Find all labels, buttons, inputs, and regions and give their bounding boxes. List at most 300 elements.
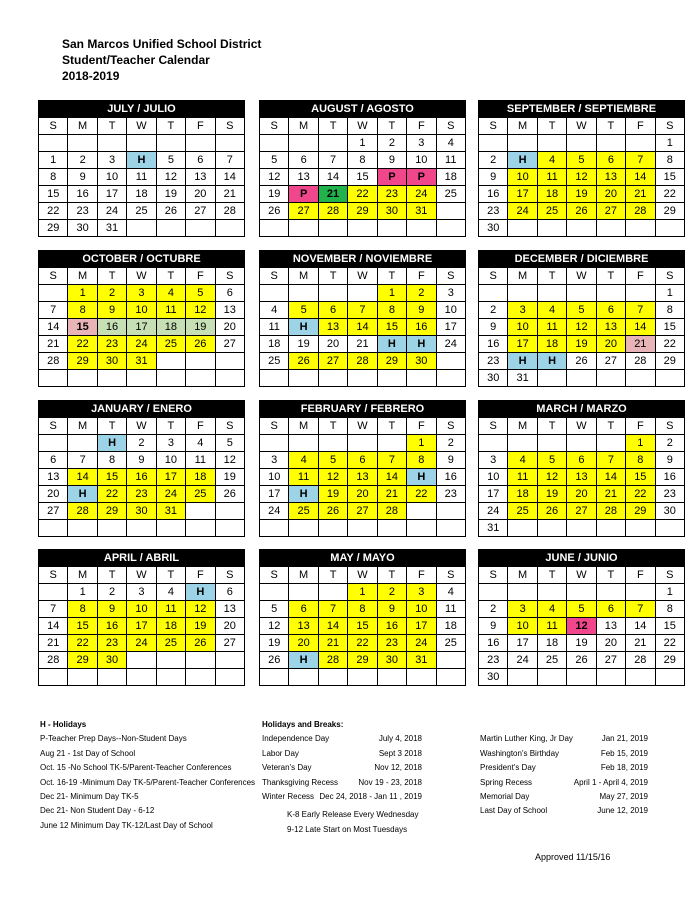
month-title: JANUARY / ENERO: [38, 400, 245, 417]
day-cell: 15: [655, 618, 684, 635]
weekday-header: T: [156, 567, 185, 584]
day-cell: 19: [260, 186, 289, 203]
day-cell: 12: [260, 169, 289, 186]
day-cell: 9: [479, 169, 508, 186]
day-cell: [479, 584, 508, 601]
day-cell: 26: [289, 353, 318, 370]
day-cell: 4: [186, 435, 215, 452]
day-cell: 25: [127, 203, 156, 220]
weekday-header: T: [318, 268, 347, 285]
day-cell: 30: [407, 353, 436, 370]
day-cell: [626, 584, 655, 601]
legend-note: P-Teacher Prep Days--Non-Student Days: [40, 734, 187, 744]
weekday-header: W: [567, 268, 596, 285]
day-cell: 8: [377, 302, 406, 319]
day-cell: 1: [655, 135, 684, 152]
day-cell: 6: [39, 452, 68, 469]
day-cell: 1: [68, 584, 97, 601]
day-cell: 27: [39, 503, 68, 520]
day-cell: 23: [436, 486, 465, 503]
weekday-header: S: [655, 567, 684, 584]
weekday-header: W: [567, 418, 596, 435]
month-grid: [38, 117, 245, 237]
day-cell: 28: [39, 353, 68, 370]
day-cell: 2: [436, 435, 465, 452]
month-title: MARCH / MARZO: [478, 400, 685, 417]
day-cell: H: [186, 584, 215, 601]
day-cell: [596, 135, 625, 152]
day-cell: [436, 503, 465, 520]
day-cell: 27: [348, 503, 377, 520]
weekday-header: M: [508, 567, 537, 584]
day-cell: [260, 135, 289, 152]
day-cell: 7: [68, 452, 97, 469]
weekday-header: W: [127, 268, 156, 285]
day-cell: [289, 370, 318, 387]
day-cell: 30: [68, 220, 97, 237]
day-cell: 30: [97, 652, 126, 669]
day-cell: [318, 370, 347, 387]
day-cell: 9: [655, 452, 684, 469]
day-cell: 10: [479, 469, 508, 486]
day-cell: H: [289, 486, 318, 503]
day-cell: 24: [436, 336, 465, 353]
weekday-header: S: [479, 268, 508, 285]
day-cell: 9: [68, 169, 97, 186]
legend-note: Dec 21- Non Student Day - 6-12: [40, 806, 155, 816]
weekday-header: M: [68, 567, 97, 584]
day-cell: 13: [215, 302, 244, 319]
day-cell: 17: [407, 618, 436, 635]
day-cell: [39, 135, 68, 152]
weekday-header: W: [348, 118, 377, 135]
day-cell: 27: [596, 353, 625, 370]
day-cell: 22: [655, 336, 684, 353]
day-cell: 10: [407, 601, 436, 618]
day-cell: 29: [348, 652, 377, 669]
day-cell: 9: [127, 452, 156, 469]
day-cell: 24: [127, 635, 156, 652]
day-cell: 14: [626, 169, 655, 186]
day-cell: 25: [260, 353, 289, 370]
day-cell: 3: [127, 584, 156, 601]
day-cell: 13: [289, 618, 318, 635]
day-cell: 29: [68, 353, 97, 370]
day-cell: 24: [508, 203, 537, 220]
day-cell: 5: [260, 152, 289, 169]
holiday-row: [262, 761, 422, 775]
day-cell: 30: [655, 503, 684, 520]
day-cell: [508, 584, 537, 601]
holiday-date: Jan 21, 2019: [601, 734, 648, 744]
day-cell: 17: [436, 319, 465, 336]
day-cell: [97, 520, 126, 537]
day-cell: [68, 435, 97, 452]
day-cell: 4: [156, 285, 185, 302]
day-cell: 15: [68, 319, 97, 336]
day-cell: 20: [215, 319, 244, 336]
day-cell: [215, 503, 244, 520]
day-cell: 5: [567, 302, 596, 319]
day-cell: 12: [156, 169, 185, 186]
day-cell: 26: [156, 203, 185, 220]
day-cell: [318, 520, 347, 537]
day-cell: 4: [537, 302, 566, 319]
day-cell: 18: [508, 486, 537, 503]
day-cell: 24: [407, 635, 436, 652]
day-cell: 3: [260, 452, 289, 469]
day-cell: 18: [537, 186, 566, 203]
day-cell: [39, 285, 68, 302]
day-cell: 9: [377, 152, 406, 169]
day-cell: 8: [68, 302, 97, 319]
day-cell: [407, 220, 436, 237]
day-cell: [127, 370, 156, 387]
day-cell: 13: [215, 601, 244, 618]
day-cell: [508, 285, 537, 302]
day-cell: 16: [479, 635, 508, 652]
day-cell: [127, 220, 156, 237]
day-cell: [318, 285, 347, 302]
day-cell: [537, 435, 566, 452]
day-cell: 29: [655, 652, 684, 669]
day-cell: [567, 135, 596, 152]
day-cell: [260, 285, 289, 302]
day-cell: 6: [596, 152, 625, 169]
day-cell: 19: [318, 486, 347, 503]
day-cell: [567, 370, 596, 387]
day-cell: 2: [127, 435, 156, 452]
day-cell: 25: [289, 503, 318, 520]
day-cell: [655, 220, 684, 237]
day-cell: 28: [626, 353, 655, 370]
day-cell: 4: [436, 135, 465, 152]
weekday-header: M: [68, 118, 97, 135]
day-cell: 10: [127, 601, 156, 618]
day-cell: 20: [596, 635, 625, 652]
holidays-column-2: [480, 732, 648, 818]
day-cell: 14: [596, 469, 625, 486]
day-cell: 25: [186, 486, 215, 503]
day-cell: [436, 669, 465, 686]
day-cell: 9: [436, 452, 465, 469]
weekday-header: S: [39, 268, 68, 285]
day-cell: 28: [348, 353, 377, 370]
day-cell: [348, 520, 377, 537]
weekday-header: S: [215, 268, 244, 285]
weekday-header: F: [626, 268, 655, 285]
weekday-header: T: [97, 268, 126, 285]
weekday-header: M: [289, 118, 318, 135]
day-cell: [537, 135, 566, 152]
day-cell: 6: [215, 285, 244, 302]
note-late-start: 9-12 Late Start on Most Tuesdays: [287, 824, 408, 834]
day-cell: 4: [289, 452, 318, 469]
day-cell: 15: [655, 169, 684, 186]
day-cell: 28: [626, 652, 655, 669]
weekday-header: W: [348, 567, 377, 584]
month-grid: [478, 566, 685, 686]
day-cell: [377, 435, 406, 452]
day-cell: 6: [596, 601, 625, 618]
day-cell: 17: [260, 486, 289, 503]
day-cell: 8: [655, 302, 684, 319]
day-cell: 17: [127, 319, 156, 336]
day-cell: 24: [156, 486, 185, 503]
day-cell: H: [407, 469, 436, 486]
month-grid: [38, 417, 245, 537]
day-cell: 31: [508, 370, 537, 387]
day-cell: [260, 370, 289, 387]
day-cell: 29: [655, 203, 684, 220]
day-cell: 14: [626, 618, 655, 635]
day-cell: 22: [655, 635, 684, 652]
day-cell: 26: [567, 203, 596, 220]
day-cell: 13: [596, 618, 625, 635]
day-cell: 1: [626, 435, 655, 452]
day-cell: [537, 220, 566, 237]
month-calendar: [38, 250, 245, 387]
day-cell: 2: [479, 601, 508, 618]
day-cell: 10: [508, 319, 537, 336]
day-cell: 19: [289, 336, 318, 353]
weekday-header: S: [655, 118, 684, 135]
weekday-header: T: [596, 418, 625, 435]
day-cell: 26: [260, 652, 289, 669]
day-cell: 7: [318, 601, 347, 618]
day-cell: 8: [348, 601, 377, 618]
holiday-label: Martin Luther King, Jr Day: [480, 734, 573, 744]
day-cell: 22: [68, 635, 97, 652]
day-cell: 9: [479, 319, 508, 336]
weekday-header: F: [407, 418, 436, 435]
day-cell: [289, 669, 318, 686]
day-cell: 3: [156, 435, 185, 452]
day-cell: 16: [68, 186, 97, 203]
day-cell: 17: [479, 486, 508, 503]
day-cell: 6: [567, 452, 596, 469]
day-cell: 23: [97, 336, 126, 353]
day-cell: 14: [215, 169, 244, 186]
day-cell: 8: [626, 452, 655, 469]
weekday-header: S: [479, 567, 508, 584]
day-cell: 5: [215, 435, 244, 452]
day-cell: 14: [348, 319, 377, 336]
month-calendar: [478, 250, 685, 387]
holiday-date: June 12, 2019: [597, 806, 648, 816]
day-cell: 8: [39, 169, 68, 186]
day-cell: 2: [97, 584, 126, 601]
day-cell: 18: [436, 169, 465, 186]
day-cell: 12: [318, 469, 347, 486]
day-cell: 2: [479, 152, 508, 169]
day-cell: 25: [508, 503, 537, 520]
day-cell: 18: [156, 618, 185, 635]
day-cell: 23: [479, 353, 508, 370]
day-cell: 9: [97, 302, 126, 319]
day-cell: 4: [260, 302, 289, 319]
month-grid: [38, 566, 245, 686]
day-cell: [260, 520, 289, 537]
day-cell: [68, 370, 97, 387]
day-cell: 15: [97, 469, 126, 486]
weekday-header: S: [260, 118, 289, 135]
weekday-header: F: [186, 418, 215, 435]
day-cell: 20: [318, 336, 347, 353]
day-cell: 23: [655, 486, 684, 503]
month-grid: [478, 267, 685, 387]
day-cell: [215, 370, 244, 387]
day-cell: 25: [436, 635, 465, 652]
month-title: MAY / MAYO: [259, 549, 466, 566]
day-cell: [537, 285, 566, 302]
day-cell: 21: [348, 336, 377, 353]
day-cell: 28: [318, 203, 347, 220]
day-cell: 17: [127, 618, 156, 635]
day-cell: 15: [348, 618, 377, 635]
weekday-header: F: [186, 567, 215, 584]
day-cell: [377, 669, 406, 686]
weekday-header: T: [596, 118, 625, 135]
day-cell: 2: [68, 152, 97, 169]
day-cell: 1: [655, 584, 684, 601]
day-cell: 7: [626, 601, 655, 618]
day-cell: [127, 520, 156, 537]
day-cell: 23: [479, 652, 508, 669]
day-cell: 28: [596, 503, 625, 520]
weekday-header: W: [348, 268, 377, 285]
day-cell: 10: [97, 169, 126, 186]
weekday-header: F: [626, 418, 655, 435]
day-cell: [508, 135, 537, 152]
holiday-row: [480, 747, 648, 761]
month-grid: [259, 417, 466, 537]
day-cell: 7: [215, 152, 244, 169]
day-cell: [436, 220, 465, 237]
day-cell: 2: [97, 285, 126, 302]
day-cell: [186, 520, 215, 537]
weekday-header: T: [97, 567, 126, 584]
weekday-header: M: [289, 567, 318, 584]
weekday-header: M: [508, 418, 537, 435]
day-cell: [626, 669, 655, 686]
weekday-header: S: [260, 418, 289, 435]
day-cell: 11: [537, 169, 566, 186]
day-cell: 22: [626, 486, 655, 503]
day-cell: H: [407, 336, 436, 353]
day-cell: 20: [289, 635, 318, 652]
day-cell: 27: [215, 635, 244, 652]
day-cell: 19: [567, 186, 596, 203]
day-cell: 6: [348, 452, 377, 469]
weekday-header: M: [508, 118, 537, 135]
day-cell: H: [508, 353, 537, 370]
day-cell: 20: [596, 186, 625, 203]
day-cell: [186, 135, 215, 152]
month-grid: [259, 267, 466, 387]
day-cell: 11: [156, 601, 185, 618]
day-cell: 8: [655, 152, 684, 169]
day-cell: 18: [537, 635, 566, 652]
day-cell: 8: [68, 601, 97, 618]
day-cell: 17: [97, 186, 126, 203]
day-cell: [289, 584, 318, 601]
day-cell: 20: [215, 618, 244, 635]
day-cell: P: [377, 169, 406, 186]
day-cell: [156, 370, 185, 387]
day-cell: 24: [479, 503, 508, 520]
day-cell: 26: [215, 486, 244, 503]
day-cell: [508, 220, 537, 237]
day-cell: 7: [39, 302, 68, 319]
day-cell: [127, 135, 156, 152]
day-cell: [289, 135, 318, 152]
day-cell: [289, 520, 318, 537]
day-cell: 15: [39, 186, 68, 203]
day-cell: 9: [407, 302, 436, 319]
day-cell: 10: [127, 302, 156, 319]
day-cell: 6: [186, 152, 215, 169]
weekday-header: S: [260, 268, 289, 285]
month-title: OCTOBER / OCTUBRE: [38, 250, 245, 267]
weekday-header: T: [377, 118, 406, 135]
holiday-label: Independence Day: [262, 734, 330, 744]
day-cell: 27: [318, 353, 347, 370]
day-cell: 2: [377, 135, 406, 152]
day-cell: 21: [377, 486, 406, 503]
day-cell: 21: [318, 635, 347, 652]
day-cell: 4: [537, 601, 566, 618]
day-cell: 30: [479, 220, 508, 237]
day-cell: 29: [39, 220, 68, 237]
day-cell: [508, 435, 537, 452]
weekday-header: M: [289, 268, 318, 285]
day-cell: [537, 370, 566, 387]
weekday-header: S: [215, 118, 244, 135]
day-cell: 14: [318, 618, 347, 635]
holiday-date: July 4, 2018: [378, 734, 422, 744]
day-cell: 30: [97, 353, 126, 370]
day-cell: 18: [127, 186, 156, 203]
day-cell: 6: [289, 152, 318, 169]
day-cell: 29: [626, 503, 655, 520]
day-cell: 21: [39, 336, 68, 353]
day-cell: 11: [436, 152, 465, 169]
legend-heading: H - Holidays: [40, 720, 87, 729]
day-cell: 31: [156, 503, 185, 520]
day-cell: [318, 135, 347, 152]
day-cell: [407, 520, 436, 537]
day-cell: 9: [377, 601, 406, 618]
day-cell: 15: [377, 319, 406, 336]
day-cell: 31: [127, 353, 156, 370]
day-cell: 22: [655, 186, 684, 203]
day-cell: P: [289, 186, 318, 203]
weekday-header: M: [289, 418, 318, 435]
holiday-label: Memorial Day: [480, 791, 530, 801]
month-grid: [38, 267, 245, 387]
holiday-row: [480, 790, 648, 804]
day-cell: H: [289, 319, 318, 336]
day-cell: [567, 220, 596, 237]
day-cell: [39, 584, 68, 601]
day-cell: 4: [156, 584, 185, 601]
month-title: DECEMBER / DICIEMBRE: [478, 250, 685, 267]
weekday-header: S: [479, 118, 508, 135]
month-title: AUGUST / AGOSTO: [259, 100, 466, 117]
weekday-header: T: [537, 118, 566, 135]
month-title: JUNE / JUNIO: [478, 549, 685, 566]
